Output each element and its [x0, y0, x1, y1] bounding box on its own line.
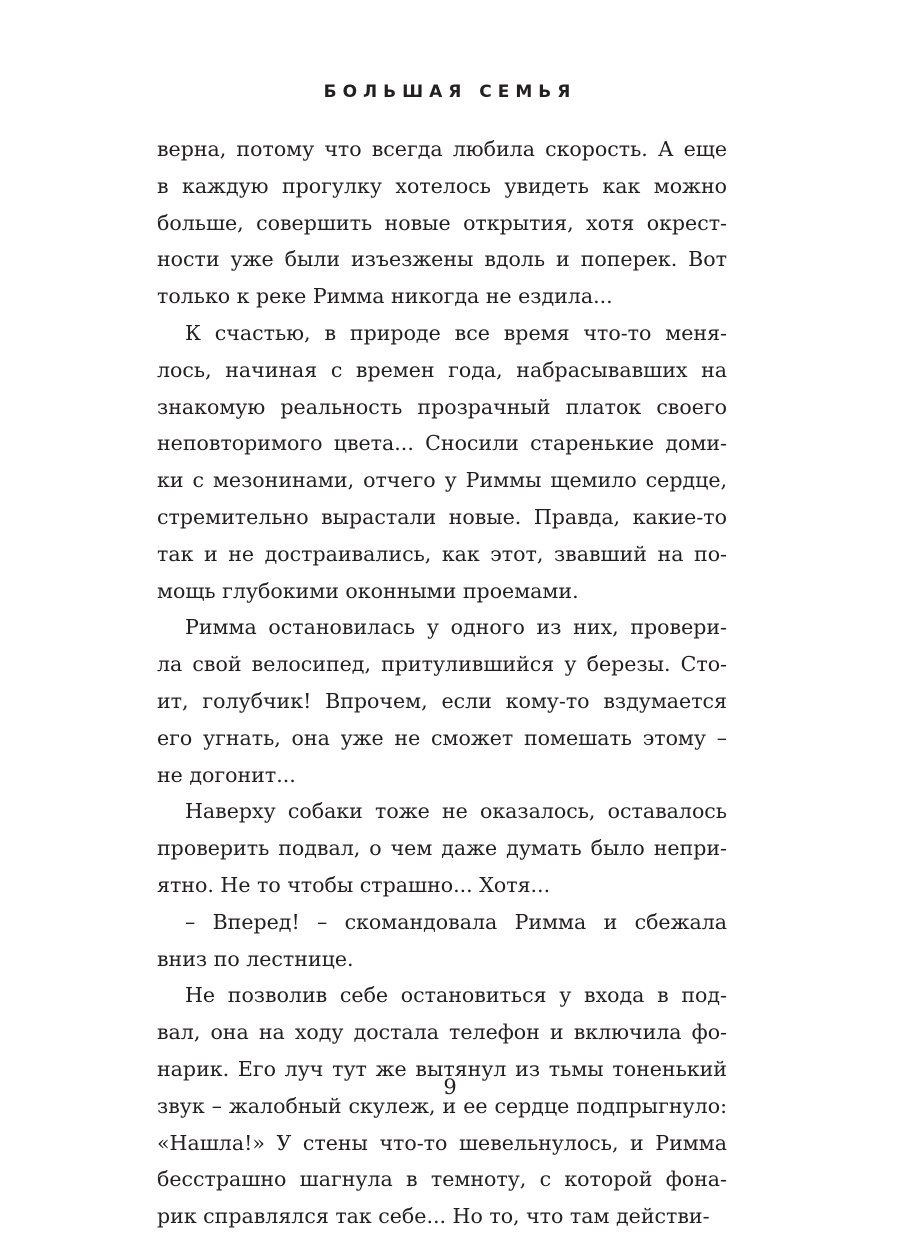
text-line: рик справлялся так себе... Но то, что там действи- [157, 1204, 710, 1229]
text-line: вал, она на ходу достала телефон и включила фо- [157, 1020, 727, 1045]
text-line: вниз по лестнице. [157, 946, 354, 971]
text-line: лось, начиная с времен года, набрасывавших на [157, 357, 727, 382]
text-line: К счастью, в природе все время что-то меня- [185, 320, 727, 345]
paragraph [157, 609, 727, 793]
text-line: – Вперед! – скомандовала Римма и сбежала [185, 909, 727, 934]
paragraph [157, 977, 727, 1235]
text-line: «Нашла!» У стены что-то шевельнулось, и Римма [157, 1130, 727, 1155]
body-text [157, 131, 727, 1235]
text-line: проверить подвал, о чем даже думать было непри- [157, 836, 727, 861]
text-line: только к реке Римма никогда не ездила... [157, 284, 613, 309]
text-line: ятно. Не то чтобы страшно... Хотя... [157, 872, 551, 897]
paragraph [157, 131, 727, 315]
text-line: знакомую реальность прозрачный платок своего [157, 394, 727, 419]
text-line: ности уже были изъезжены вдоль и поперек. Вот [157, 247, 727, 272]
paragraph [157, 793, 727, 903]
paragraph [157, 904, 727, 978]
text-line: больше, совершить новые открытия, хотя окрест- [157, 210, 727, 235]
paragraph [157, 315, 727, 609]
text-line: стремительно вырастали новые. Правда, какие-то [157, 504, 727, 529]
running-head: БОЛЬШАЯ СЕМЬЯ [323, 82, 577, 102]
text-line: ки с мезонинами, отчего у Риммы щемило сердце, [157, 468, 727, 493]
text-line: мощь глубокими оконными проемами. [157, 578, 579, 603]
text-line: нарик. Его луч тут же вытянул из тьмы тоненький [157, 1056, 727, 1081]
text-line: Наверху собаки тоже не оказалось, оставалось [185, 799, 727, 824]
text-line: так и не достраивались, как этот, звавший на по- [157, 541, 727, 566]
text-line: бесстрашно шагнула в темноту, с которой фона- [157, 1167, 727, 1192]
text-line: не догонит... [157, 762, 296, 787]
text-line: ла свой велосипед, притулившийся у березы. Сто- [157, 652, 727, 677]
text-line: Римма остановилась у одного из них, провери- [185, 615, 727, 640]
text-line: звук – жалобный скулеж, и ее сердце подпрыгнуло: [157, 1093, 727, 1118]
text-line: верна, потому что всегда любила скорость. А еще [157, 137, 727, 161]
text-line: Не позволив себе остановиться у входа в под- [185, 983, 727, 1008]
text-line: ит, голубчик! Впрочем, если кому-то вздумается [157, 688, 727, 713]
text-line: в каждую прогулку хотелось увидеть как можно [157, 173, 727, 198]
text-line: его угнать, она уже не сможет помешать этому – [157, 725, 727, 750]
page-number: 9 [443, 1075, 457, 1099]
text-line: неповторимого цвета... Сносили старенькие доми- [157, 431, 727, 456]
